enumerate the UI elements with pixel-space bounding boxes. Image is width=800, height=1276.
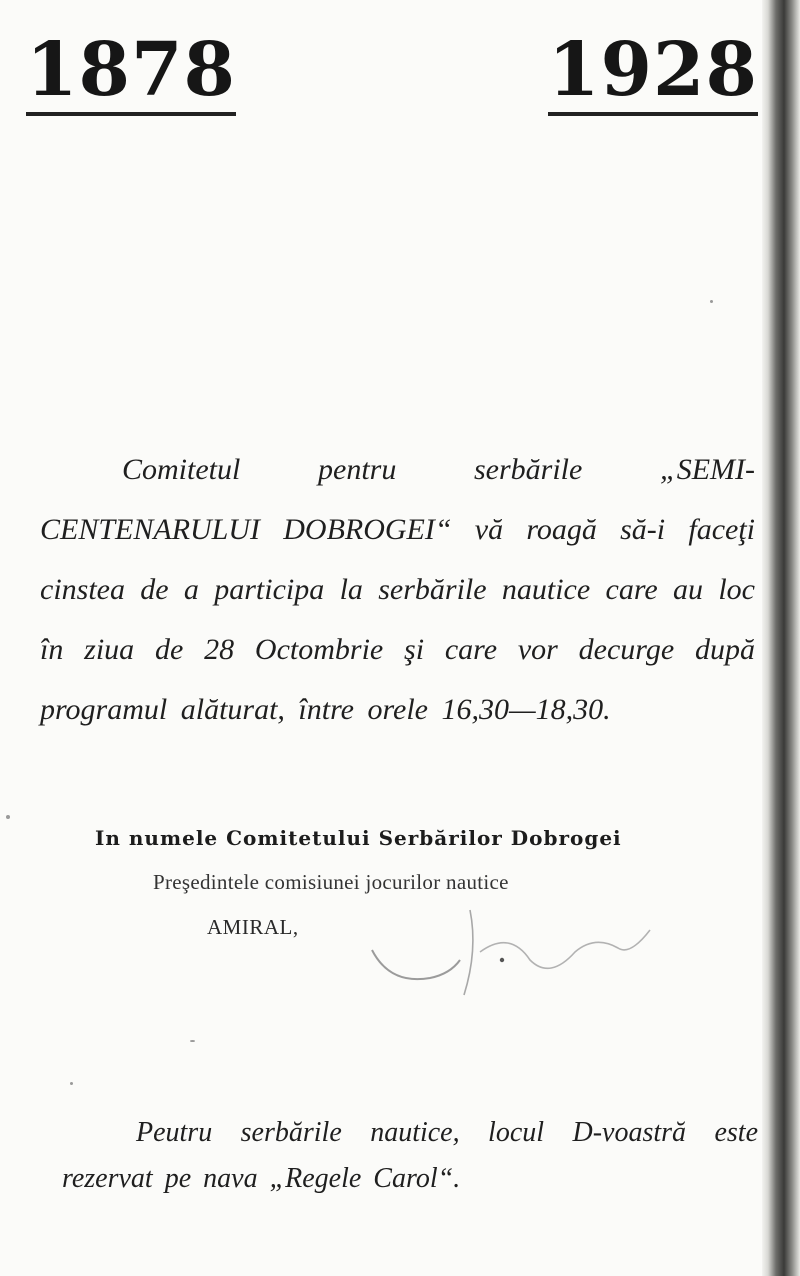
paper-speck	[190, 1040, 195, 1042]
paper-speck	[6, 815, 10, 819]
signature-subheading: Preşedintele comisiunei jocurilor nautice	[153, 870, 509, 894]
year-end: 1928	[548, 30, 758, 116]
reservation-note: Peutru serbările nautice, locul D-voastră este rezervat pe nava „Regele Carol“.	[62, 1117, 758, 1194]
signature-heading: In numele Comitetului Serbărilor Dobrogei	[95, 826, 622, 850]
paper-speck	[710, 300, 713, 303]
signature-title: AMIRAL,	[207, 915, 299, 939]
paper-speck	[70, 1082, 73, 1085]
scan-edge-shadow	[762, 0, 800, 1276]
handwritten-signature-icon	[360, 890, 680, 1010]
invitation-paragraph: Comitetul pentru serbările „SEMI-CENTENARULUI DOBROGEI“ vă roagă să-i faceţi cinstea de a participa la serbările nautice care au loc în ziua de 28 Octombrie şi care vor decurge după programul alăturat, între orele 16,30—18,30.	[40, 453, 755, 726]
year-start: 1878	[26, 30, 236, 116]
